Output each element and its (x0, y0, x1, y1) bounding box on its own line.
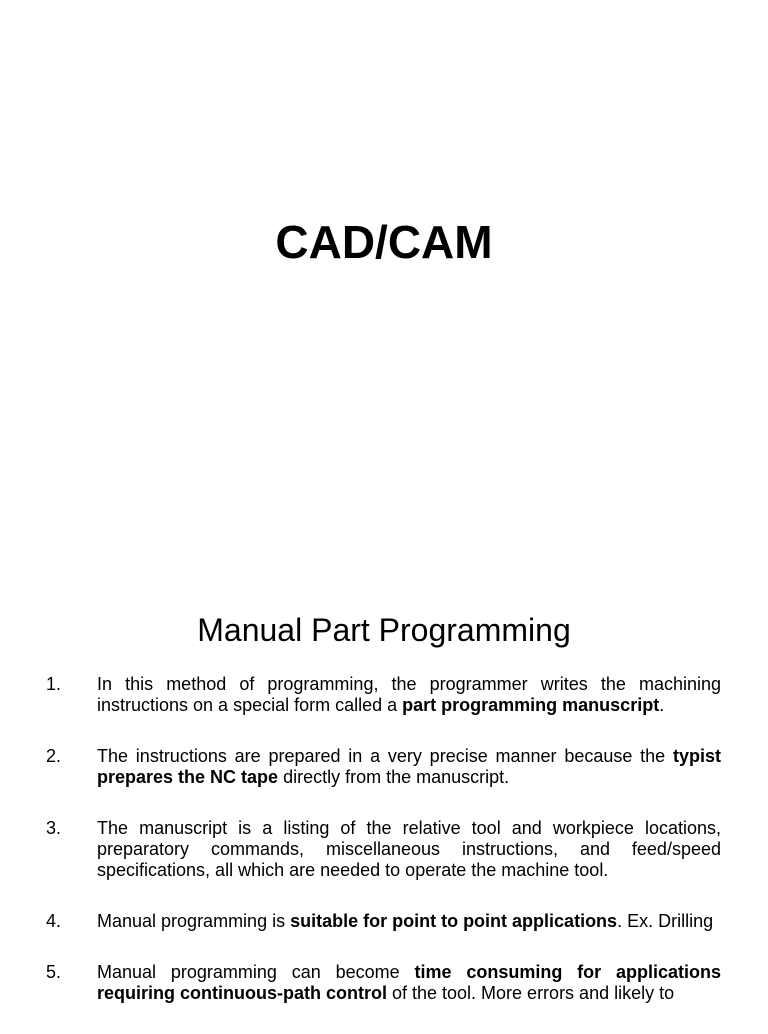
list-item-number: 1. (46, 674, 62, 694)
list-item-text (97, 818, 721, 881)
text-segment: of the tool. More errors and likely to (386, 983, 675, 1003)
list-item-number: 4. (46, 911, 62, 931)
bold-text-segment: typist prepares the NC tape (97, 746, 721, 787)
text-segment: Manual programming is (97, 911, 291, 931)
list-item-text (97, 746, 721, 788)
list-item-text (97, 911, 721, 932)
text-segment: . (659, 695, 665, 715)
text-segment: The manuscript is a listing of the relative tool and workpiece locations, preparatory commands, miscellaneous instructions, and feed/speed specifications, all which are needed to operate the machine tool. (97, 818, 721, 880)
bold-text-segment: part programming manuscript (402, 695, 660, 715)
list-item (0, 674, 768, 716)
slide-title: CAD/CAM (275, 216, 493, 268)
list-item (0, 746, 768, 788)
list-item-text (97, 962, 721, 1004)
list-item (0, 911, 768, 932)
bold-text-segment: suitable for point to point applications (290, 911, 618, 931)
text-segment: directly from the manuscript. (278, 767, 510, 787)
section-heading: Manual Part Programming (197, 612, 571, 648)
list-item (0, 962, 768, 1004)
list-item-number: 3. (46, 818, 62, 838)
list-item (0, 818, 768, 881)
text-segment: The instructions are prepared in a very precise manner because the (97, 746, 673, 766)
list-item-number: 5. (46, 962, 62, 982)
text-segment: In this method of programming, the programmer writes the machining instructions on a special form called a (97, 674, 721, 715)
numbered-list (0, 674, 768, 1034)
list-item-text (97, 674, 721, 716)
bold-text-segment: time consuming for applications requiring continuous-path control (97, 962, 722, 1003)
list-item-number: 2. (46, 746, 62, 766)
text-segment: Manual programming can become (97, 962, 415, 982)
text-segment: . Ex. Drilling (617, 911, 714, 931)
